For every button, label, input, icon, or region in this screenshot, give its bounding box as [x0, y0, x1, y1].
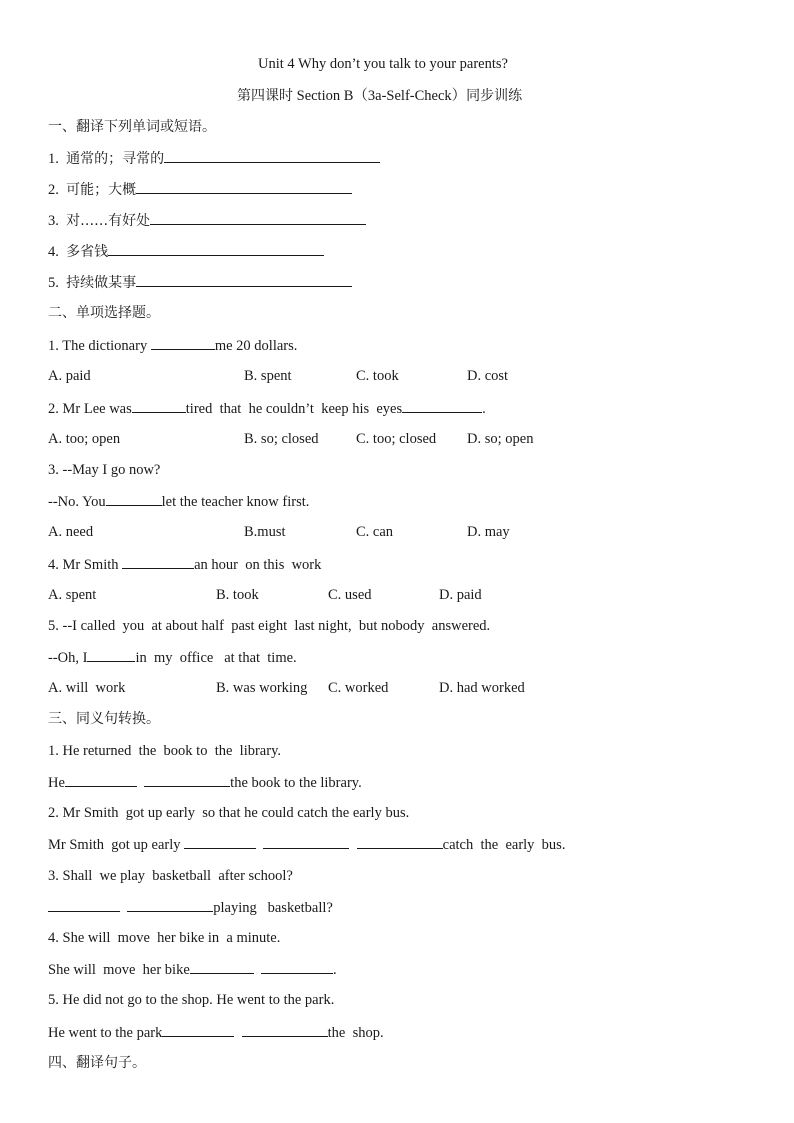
vocab-item-3: 3. 对……有好处 [48, 210, 366, 231]
rewrite-original-5: 5. He did not go to the shop. He went to the park. [48, 992, 335, 1008]
answer-blank[interactable] [106, 491, 162, 506]
rewrite-original-1: 1. He returned the book to the library. [48, 743, 282, 759]
mc-option-3b[interactable]: B.must [244, 524, 286, 540]
answer-blank[interactable] [132, 398, 186, 413]
mc-question-5-response: --Oh, I in my office at that time. [48, 647, 297, 668]
mc-option-2b[interactable]: B. so; closed [244, 431, 319, 447]
section-heading-4: 四、翻译句子。 [48, 1055, 146, 1071]
vocab-item-5: 5. 持续做某事 [48, 272, 352, 293]
answer-blank[interactable] [136, 272, 352, 287]
vocab-item-2: 2. 可能；大概 [48, 179, 352, 200]
answer-blank[interactable] [242, 1022, 328, 1037]
rewrite-target-3: playing basketball? [48, 897, 333, 918]
mc-option-5b[interactable]: B. was working [216, 680, 308, 696]
subtitle-suffix: 同步训练 [466, 88, 523, 104]
answer-blank[interactable] [357, 834, 443, 849]
mc-option-5a[interactable]: A. will work [48, 680, 126, 696]
section-heading-3: 三、同义句转换。 [48, 711, 160, 727]
rewrite-target-4: She will move her bike . [48, 959, 337, 980]
answer-blank[interactable] [162, 1022, 234, 1037]
answer-blank[interactable] [136, 179, 352, 194]
mc-option-1d[interactable]: D. cost [467, 368, 509, 384]
answer-blank[interactable] [184, 834, 256, 849]
answer-blank[interactable] [150, 210, 366, 225]
rewrite-target-5: He went to the park the shop. [48, 1022, 384, 1043]
mc-option-2a[interactable]: A. too; open [48, 431, 121, 447]
answer-blank[interactable] [122, 554, 194, 569]
section-heading-1: 一、翻译下列单词或短语。 [48, 119, 216, 135]
vocab-item-4: 4. 多省钱 [48, 241, 324, 262]
vocab-item-1: 1. 通常的；寻常的 [48, 148, 380, 169]
page-subtitle [237, 86, 522, 106]
mc-option-2c[interactable]: C. too; closed [356, 431, 437, 447]
mc-question-2: 2. Mr Lee was tired that he couldn’t keep his eyes . [48, 398, 486, 419]
answer-blank[interactable] [65, 772, 137, 787]
rewrite-original-3: 3. Shall we play basketball after school? [48, 868, 293, 884]
mc-option-1c[interactable]: C. took [356, 368, 399, 384]
mc-question-3-response: --No. You let the teacher know first. [48, 491, 309, 512]
rewrite-target-1: He the book to the library. [48, 772, 362, 793]
mc-option-3a[interactable]: A. need [48, 524, 94, 540]
subtitle-prefix: 第四课时 [237, 88, 293, 104]
mc-option-4d[interactable]: D. paid [439, 587, 482, 603]
mc-option-4c[interactable]: C. used [328, 587, 372, 603]
mc-option-1a[interactable]: A. paid [48, 368, 91, 384]
answer-blank[interactable] [164, 148, 380, 163]
answer-blank[interactable] [190, 959, 254, 974]
mc-question-1: 1. The dictionary me 20 dollars. [48, 335, 297, 356]
subtitle-mid: Section B（3a-Self-Check） [293, 88, 467, 104]
rewrite-original-2: 2. Mr Smith got up early so that he could catch the early bus. [48, 805, 410, 821]
rewrite-target-2: Mr Smith got up early catch the early bus. [48, 834, 565, 855]
mc-option-5c[interactable]: C. worked [328, 680, 389, 696]
answer-blank[interactable] [263, 834, 349, 849]
answer-blank[interactable] [87, 647, 135, 662]
mc-option-2d[interactable]: D. so; open [467, 431, 534, 447]
section-heading-2: 二、单项选择题。 [48, 305, 160, 321]
answer-blank[interactable] [127, 897, 213, 912]
mc-question-3: 3. --May I go now? [48, 462, 161, 478]
mc-option-4a[interactable]: A. spent [48, 587, 97, 603]
mc-question-5: 5. --I called you at about half past eight last night, but nobody answered. [48, 618, 491, 634]
mc-option-4b[interactable]: B. took [216, 587, 259, 603]
mc-option-1b[interactable]: B. spent [244, 368, 292, 384]
answer-blank[interactable] [261, 959, 333, 974]
page-title: Unit 4 Why don’t you talk to your parents? [258, 56, 508, 72]
answer-blank[interactable] [402, 398, 482, 413]
mc-option-3d[interactable]: D. may [467, 524, 510, 540]
mc-option-5d[interactable]: D. had worked [439, 680, 525, 696]
mc-question-4: 4. Mr Smith an hour on this work [48, 554, 321, 575]
answer-blank[interactable] [151, 335, 215, 350]
rewrite-original-4: 4. She will move her bike in a minute. [48, 930, 281, 946]
answer-blank[interactable] [108, 241, 324, 256]
answer-blank[interactable] [144, 772, 230, 787]
answer-blank[interactable] [48, 897, 120, 912]
mc-option-3c[interactable]: C. can [356, 524, 394, 540]
